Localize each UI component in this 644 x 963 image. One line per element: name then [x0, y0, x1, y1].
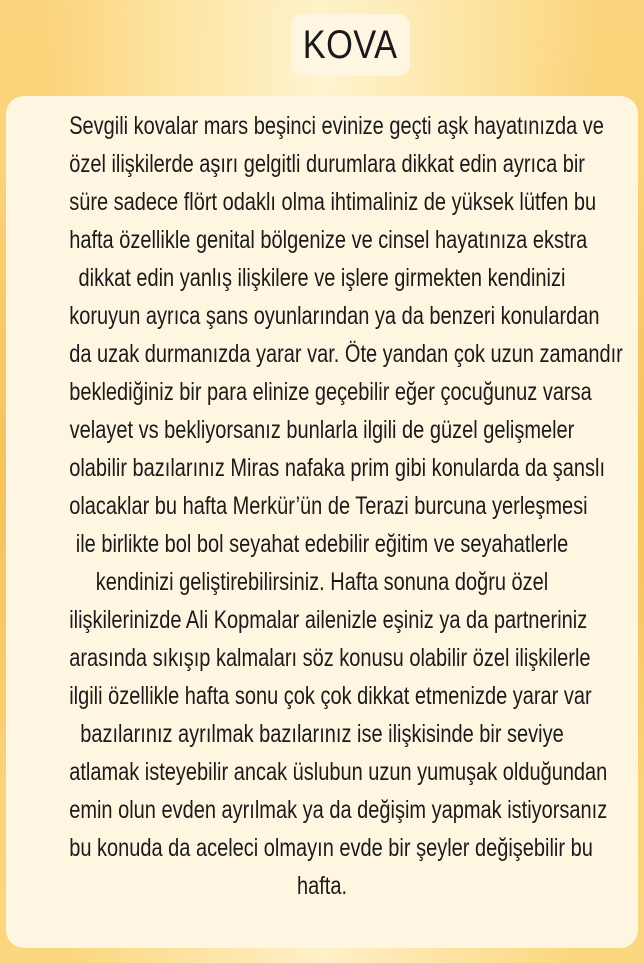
text-line: dikkat edin yanlış ilişkilere ve işlere girmekten kendinizi — [78, 264, 566, 292]
text-line: ile birlikte bol bol seyahat edebilir eğitim ve seyahatlerle — [75, 530, 569, 558]
text-line: emin olun evden ayrılmak ya da değişim yapmak istiyorsanız — [69, 796, 608, 824]
text-line: bu konuda da aceleci olmayın evde bir şeyler değişebilir bu — [69, 834, 593, 862]
text-line: da uzak durmanızda yarar var. Öte yandan çok uzun zamandır — [69, 340, 623, 368]
text-line: Sevgili kovalar mars beşinci evinize geçti aşk hayatınızda ve — [69, 112, 604, 140]
text-line: olabilir bazılarınız Miras nafaka prim gibi konularda da şanslı — [69, 454, 606, 482]
text-line: hafta özellikle genital bölgenize ve cinsel hayatınıza ekstra — [69, 226, 588, 254]
text-line: kendinizi geliştirebilirsiniz. Hafta sonuna doğru özel — [95, 568, 549, 596]
text-line: ilişkilerinizde Ali Kopmalar ailenizle eşiniz ya da partneriniz — [69, 606, 588, 634]
text-line: olacaklar bu hafta Merkür’ün de Terazi burcuna yerleşmesi — [69, 492, 588, 520]
text-line: hafta. — [296, 872, 348, 900]
text-line: atlamak isteyebilir ancak üslubun uzun yumuşak olduğundan — [69, 758, 608, 786]
text-line: velayet vs bekliyorsanız bunlarla ilgili de güzel gelişmeler — [69, 416, 575, 444]
text-line: arasında sıkışıp kalmaları söz konusu olabilir özel ilişkilerle — [69, 644, 591, 672]
text-line: koruyun ayrıca şans oyunlarından ya da benzeri konulardan — [69, 302, 600, 330]
text-line: beklediğiniz bir para elinize geçebilir eğer çocuğunuz varsa — [69, 378, 592, 406]
text-line: özel ilişkilerde aşırı gelgitli durumlara dikkat edin ayrıca bir — [69, 150, 585, 178]
horoscope-text-card — [6, 96, 638, 948]
title-card — [291, 14, 410, 76]
page-title: KOVA — [303, 22, 398, 67]
text-line: süre sadece flört odaklı olma ihtimaliniz de yüksek lütfen bu — [69, 188, 597, 216]
text-line: bazılarınız ayrılmak bazılarınız ise ilişkisinde bir seviye — [80, 720, 564, 748]
text-line: ilgili özellikle hafta sonu çok çok dikkat etmenizde yarar var — [69, 682, 592, 710]
